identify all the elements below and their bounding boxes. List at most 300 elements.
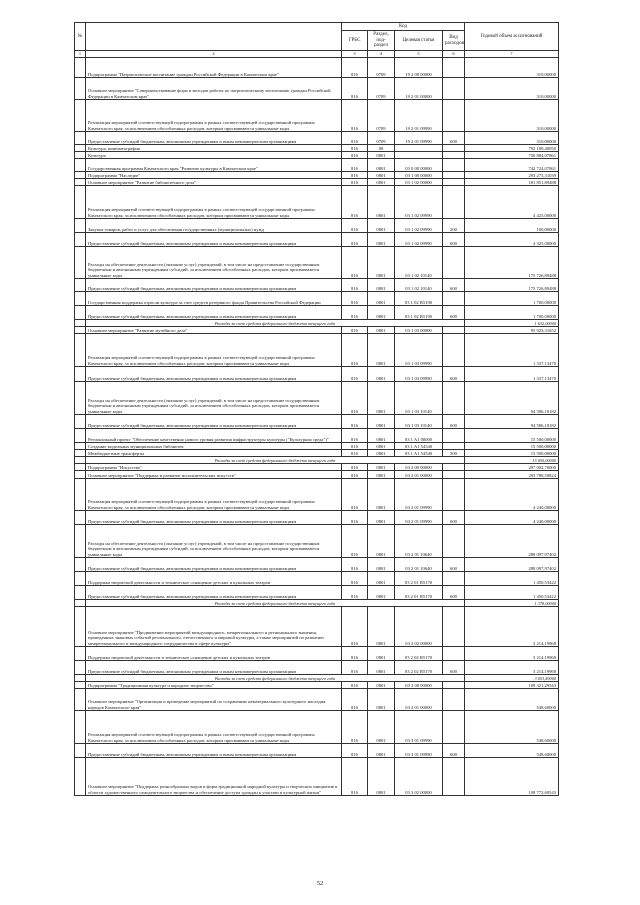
row-grbs: 816 [342,758,368,796]
row-section: 0801 [368,471,395,479]
table-row [75,306,559,320]
row-vid [443,443,465,450]
note-sum: 3 053,49000 [465,675,559,682]
row-vid: 600 [443,511,465,525]
row-sum: 4 425,00000 [465,186,559,219]
row-grbs: 816 [342,247,368,279]
table-row [75,607,559,647]
row-vid: 600 [443,132,465,145]
header-target: Целевая статья [395,31,443,51]
table-row [75,78,559,100]
row-sum: 108 772,69543 [465,758,559,796]
row-grbs: 816 [342,479,368,511]
row-vid: 600 [443,661,465,675]
row-sum: 548,60000 [465,711,559,744]
row-no-cell [75,464,86,471]
row-section: 0801 [368,327,395,334]
row-grbs: 816 [342,450,368,457]
row-section: 0801 [368,758,395,796]
table-row [75,279,559,292]
budget-table-sheet [74,22,558,796]
row-name: Региональный проект "Обеспечение качественно нового уровня развития инфраструктуры культуры ("Культурная среда")" [86,429,342,443]
row-vid [443,179,465,186]
row-target: 03 1 A1 54540 [395,443,443,450]
table-row [75,471,559,479]
row-grbs: 816 [342,100,368,132]
row-vid [443,471,465,479]
table-row [75,58,559,78]
row-section: 0801 [368,479,395,511]
row-target: 03 1 02 10140 [395,279,443,292]
row-target: 03 1 02 09990 [395,186,443,219]
row-grbs: 816 [342,172,368,179]
row-sum: 4 240,00000 [465,511,559,525]
table-row [75,367,559,382]
header-no: № [75,23,86,51]
row-target: 03 3 01 00000 [395,689,443,711]
row-section: 0801 [368,429,395,443]
row-vid: 600 [443,744,465,758]
federal-budget-note-row [75,457,559,464]
row-name: Межбюджетные трансферты [86,450,342,457]
row-vid: 600 [443,367,465,382]
column-number: 6 [443,51,465,58]
row-no-cell [75,306,86,320]
row-target: 03 2 01 10640 [395,558,443,572]
row-sum: 3 214,19968 [465,647,559,661]
row-vid: 600 [443,279,465,292]
header-volume: Годовой объем ассигнований [465,23,559,51]
table-body [75,58,559,796]
row-sum: 175 726,89488 [465,247,559,279]
column-number: 7 [465,51,559,58]
row-grbs: 816 [342,471,368,479]
row-target: 19 2 01 00000 [395,78,443,100]
row-grbs: 816 [342,661,368,675]
row-no-cell [75,479,86,511]
row-target: 03 1 02 R5190 [395,306,443,320]
row-name: Реализация мероприятий соответствующей подпрограммы в рамках соответствующей государственной программы Камчатского края, за исключением обособленных расходов, которым присваиваются уникальные коды [86,479,342,511]
row-grbs: 816 [342,145,368,152]
row-target: 03 2 01 R5170 [395,586,443,600]
table-row [75,758,559,796]
row-grbs: 816 [342,186,368,219]
row-sum: 94 586,18182 [465,415,559,429]
table-row [75,558,559,572]
note-text: Расходы за счет средств федерального бюджета текущего года [86,320,465,327]
table-row [75,233,559,247]
row-name: Предоставление субсидий бюджетным, автономным учреждениям и иным некоммерческим организациям [86,367,342,382]
row-target: 03 2 02 00000 [395,607,443,647]
table-row [75,429,559,443]
table-row [75,511,559,525]
table-row [75,744,559,758]
row-no-cell [75,600,86,607]
row-no-cell [75,450,86,457]
row-sum: 1 337,13470 [465,367,559,382]
row-name: Государственная поддержка отрасли культура за счет средств резервного фонда Правительства Российской Федерации [86,292,342,306]
row-grbs: 816 [342,334,368,367]
row-name: Поддержка творческой деятельности и техническое оснащение детских и кукольных театров [86,572,342,586]
row-name: Предоставление субсидий бюджетным, автономным учреждениям и иным некоммерческим организациям [86,132,342,145]
row-name: Расходы на обеспечение деятельности (оказание услуг) учреждений, в том числе на предоставление государственным бюджетным и автономным учреждениям субсидий, за исключением обособленных расходов, которым присваиваются уникальные коды [86,525,342,558]
row-target: 03 2 02 R5170 [395,661,443,675]
row-sum: 15 500,00000 [465,429,559,443]
table-row [75,145,559,152]
row-name: Подпрограмма "Патриотическое воспитание граждан Российской Федерации в Камчатском крае" [86,58,342,78]
row-sum: 100,00000 [465,219,559,233]
row-grbs: 816 [342,306,368,320]
row-section: 0801 [368,689,395,711]
row-sum: 310,00000 [465,58,559,78]
row-sum: 3 214,19968 [465,661,559,675]
row-target: 03 2 02 R5170 [395,647,443,661]
row-target: 03 2 01 R5170 [395,572,443,586]
row-target [395,145,443,152]
header-grbs: ГРБС [342,31,368,51]
row-sum: 310,00000 [465,132,559,145]
row-no-cell [75,457,86,464]
row-grbs: 816 [342,711,368,744]
row-vid [443,172,465,179]
row-no-cell [75,675,86,682]
header-codes: Код [342,23,465,31]
row-sum: 175 726,89488 [465,279,559,292]
row-vid: 600 [443,586,465,600]
row-no-cell [75,586,86,600]
row-section: 0801 [368,661,395,675]
row-name: Основное мероприятие "Организация и проведение мероприятий по сохранению нематериального культурного наследия народов Камчатского края" [86,689,342,711]
row-no-cell [75,758,86,796]
row-sum: 15 500,00000 [465,443,559,450]
row-grbs: 816 [342,682,368,689]
row-section: 0709 [368,132,395,145]
table-row [75,327,559,334]
table-row [75,247,559,279]
row-target: 03 1 A1 00000 [395,429,443,443]
row-target: 03 1 00 00000 [395,172,443,179]
row-target: 03 2 01 09990 [395,511,443,525]
row-sum: 293 275,31039 [465,172,559,179]
row-target: 03 1 A1 54540 [395,450,443,457]
row-grbs: 816 [342,511,368,525]
row-grbs: 816 [342,233,368,247]
row-section: 0709 [368,78,395,100]
row-grbs: 816 [342,464,368,471]
row-section: 0801 [368,647,395,661]
row-section: 0801 [368,443,395,450]
row-target [395,152,443,159]
row-target: 03 1 02 R5190 [395,292,443,306]
table-row [75,186,559,219]
note-text: Расходы за счет средств федерального бюджета текущего года [86,675,465,682]
row-no-cell [75,511,86,525]
row-no-cell [75,689,86,711]
row-grbs: 816 [342,179,368,186]
row-target: 03 3 00 00000 [395,682,443,689]
row-name: Создание модельных муниципальных библиотек [86,443,342,450]
row-sum: 1 700,00000 [465,306,559,320]
table-row [75,172,559,179]
note-sum: 15 050,00000 [465,457,559,464]
table-row [75,586,559,600]
row-grbs: 816 [342,152,368,159]
table-row [75,443,559,450]
table-row [75,647,559,661]
row-section: 0801 [368,415,395,429]
row-no-cell [75,661,86,675]
row-no-cell [75,367,86,382]
row-name: Основное мероприятие "Развитие музейного дела" [86,327,342,334]
row-grbs: 816 [342,429,368,443]
row-no-cell [75,233,86,247]
row-vid [443,607,465,647]
row-target: 03 1 02 10140 [395,247,443,279]
row-grbs: 816 [342,279,368,292]
row-name: Подпрограмма "Традиционная культура и народное творчество" [86,682,342,689]
row-name: Культура, кинематография [86,145,342,152]
row-section: 0801 [368,367,395,382]
row-target: 03 1 02 09990 [395,233,443,247]
row-name: Реализация мероприятий соответствующей подпрограммы в рамках соответствующей государственной программы Камчатского края, за исключением обособленных расходов, которым присваиваются уникальные коды [86,334,342,367]
row-vid [443,647,465,661]
row-section: 0801 [368,159,395,172]
row-section: 0801 [368,382,395,415]
row-name: Основное мероприятие "Продвижение мероприятий международного, межрегионального и регионального значения, проведенных знаковых событий регионального, отечественного и мировой культуры, а также мероприятий по развитию межрегионального и международного сотрудничества в сфере культуры" [86,607,342,647]
row-name: Предоставление субсидий бюджетным, автономным учреждениям и иным некоммерческим организациям [86,586,342,600]
row-name: Основное мероприятие "Поддержка разнообразных видов и форм традиционной народной культуры и творческих инициатив в области художественного самодеятельного творчества и обеспечение доступа граждан к участию в культурной жизни" [86,758,342,796]
row-section: 0801 [368,179,395,186]
row-name: Расходы на обеспечение деятельности (оказание услуг) учреждений, в том числе на предоставление государственным бюджетным и автономным учреждениям субсидий, за исключением обособленных расходов, которым присваиваются уникальные коды [86,382,342,415]
row-no-cell [75,682,86,689]
row-vid [443,292,465,306]
row-no-cell [75,334,86,367]
row-target: 03 1 03 10140 [395,382,443,415]
row-name: Предоставление субсидий бюджетным, автономным учреждениям и иным некоммерческим организациям [86,415,342,429]
row-name: Предоставление субсидий бюджетным, автономным учреждениям и иным некоммерческим организациям [86,558,342,572]
row-name: Подпрограмма "Искусство" [86,464,342,471]
row-target: 03 3 01 09990 [395,711,443,744]
header-vid: Вид расходов [443,31,465,51]
row-sum: 3 214,19968 [465,607,559,647]
row-name: Расходы на обеспечение деятельности (оказание услуг) учреждений, в том числе на предоставление государственным бюджетным и автономным учреждениям субсидий, за исключением обособленных расходов, которым присваиваются уникальные коды [86,247,342,279]
row-vid [443,682,465,689]
row-section: 0801 [368,233,395,247]
row-sum: 15 500,00000 [465,450,559,457]
row-sum: 293 788,50824 [465,471,559,479]
row-no-cell [75,132,86,145]
row-no-cell [75,292,86,306]
row-section: 0801 [368,572,395,586]
row-section: 0801 [368,464,395,471]
row-vid [443,464,465,471]
row-vid [443,159,465,172]
row-vid: 600 [443,233,465,247]
table-row [75,179,559,186]
row-target: 03 2 01 09990 [395,479,443,511]
table-row [75,525,559,558]
row-vid: 500 [443,450,465,457]
row-grbs: 816 [342,607,368,647]
table-row [75,152,559,159]
row-name: Поддержка творческой деятельности и техническое оснащение детских и кукольных театров [86,647,342,661]
row-grbs: 816 [342,367,368,382]
row-section: 0801 [368,586,395,600]
federal-budget-note-row [75,675,559,682]
row-no-cell [75,572,86,586]
row-section: 0801 [368,292,395,306]
column-number: 3 [342,51,368,58]
row-sum: 310,00000 [465,78,559,100]
row-section: 0709 [368,58,395,78]
row-no-cell [75,100,86,132]
row-name: Подпрограмма "Наследие" [86,172,342,179]
row-section: 0801 [368,306,395,320]
row-no-cell [75,78,86,100]
row-section: 0801 [368,152,395,159]
row-vid [443,247,465,279]
column-number: 4 [368,51,395,58]
table-row [75,219,559,233]
table-row [75,661,559,675]
row-no-cell [75,711,86,744]
row-target: 03 3 01 09990 [395,744,443,758]
table-row [75,682,559,689]
row-vid [443,145,465,152]
row-grbs: 816 [342,415,368,429]
table-row [75,415,559,429]
row-name: Предоставление субсидий бюджетным, автономным учреждениям и иным некоммерческим организациям [86,279,342,292]
note-sum: 1 378,00000 [465,600,559,607]
table-row [75,689,559,711]
header-name-blank [86,23,342,51]
row-no-cell [75,471,86,479]
row-sum: 95 923,31652 [465,327,559,334]
row-grbs: 816 [342,572,368,586]
row-no-cell [75,279,86,292]
row-sum: 742 724,07861 [465,159,559,172]
row-target: 03 1 02 00000 [395,179,443,186]
row-sum: 1 450,53422 [465,572,559,586]
row-vid [443,327,465,334]
row-vid [443,58,465,78]
row-sum: 750 884,07861 [465,152,559,159]
row-sum: 1 450,53422 [465,586,559,600]
row-grbs: 816 [342,159,368,172]
row-vid [443,689,465,711]
row-target: 19 2 01 09990 [395,132,443,145]
table-row [75,159,559,172]
federal-budget-note-row [75,320,559,327]
row-vid [443,382,465,415]
row-no-cell [75,744,86,758]
row-name: Основное мероприятие "Развитие библиотечного дела" [86,179,342,186]
row-grbs: 816 [342,744,368,758]
row-sum: 4 240,00000 [465,479,559,511]
row-grbs: 816 [342,382,368,415]
row-grbs: 816 [342,219,368,233]
row-grbs: 816 [342,292,368,306]
row-sum: 288 097,97402 [465,525,559,558]
row-sum: 288 097,97402 [465,558,559,572]
row-vid [443,78,465,100]
row-grbs: 816 [342,689,368,711]
row-name: Культура [86,152,342,159]
row-vid [443,152,465,159]
column-number: 1 [75,51,86,58]
row-no-cell [75,443,86,450]
row-no-cell [75,429,86,443]
row-vid: 600 [443,415,465,429]
row-vid [443,100,465,132]
row-target: 03 1 02 09990 [395,219,443,233]
row-section: 0801 [368,219,395,233]
row-vid [443,758,465,796]
row-grbs: 816 [342,58,368,78]
row-name: Предоставление субсидий бюджетным, автономным учреждениям и иным некоммерческим организациям [86,661,342,675]
row-no-cell [75,320,86,327]
row-name: Предоставление субсидий бюджетным, автономным учреждениям и иным некоммерческим организациям [86,744,342,758]
row-vid: 200 [443,219,465,233]
row-section: 0801 [368,450,395,457]
row-name: Государственная программа Камчатского края "Развитие культуры в Камчатском крае" [86,159,342,172]
table-row [75,711,559,744]
row-grbs: 816 [342,132,368,145]
row-vid [443,572,465,586]
row-no-cell [75,647,86,661]
page-number: 52 [316,880,324,887]
note-sum: 1 632,00000 [465,320,559,327]
row-target: 19 2 00 00000 [395,58,443,78]
table-row [75,132,559,145]
row-target: 03 1 03 09990 [395,334,443,367]
note-text: Расходы за счет средств федерального бюджета текущего года [86,457,465,464]
row-target: 03 3 02 00000 [395,758,443,796]
row-vid [443,186,465,219]
row-grbs: 816 [342,558,368,572]
row-sum: 310,00000 [465,100,559,132]
row-section: 0801 [368,744,395,758]
row-target: 03 2 01 10640 [395,525,443,558]
row-target: 03 2 00 00000 [395,464,443,471]
table-row [75,334,559,367]
row-no-cell [75,327,86,334]
row-vid [443,334,465,367]
row-vid [443,525,465,558]
table-row [75,450,559,457]
row-sum: 792 180,40050 [465,145,559,152]
table-row [75,292,559,306]
row-no-cell [75,179,86,186]
table-row [75,572,559,586]
row-section: 0709 [368,100,395,132]
header-section: Раздел, под-раздел [368,31,395,51]
row-name: Предоставление субсидий бюджетным, автономным учреждениям и иным некоммерческим организациям [86,511,342,525]
row-section: 0801 [368,186,395,219]
row-sum: 94 586,18182 [465,382,559,415]
row-target: 03 1 03 09990 [395,367,443,382]
column-number: 5 [395,51,443,58]
row-section: 0801 [368,172,395,179]
budget-table [74,22,559,796]
row-grbs: 816 [342,647,368,661]
row-target: 03 2 01 00000 [395,471,443,479]
row-section: 0801 [368,511,395,525]
row-sum: 109 321,29543 [465,682,559,689]
row-section: 0801 [368,682,395,689]
row-vid: 600 [443,306,465,320]
table-row [75,100,559,132]
